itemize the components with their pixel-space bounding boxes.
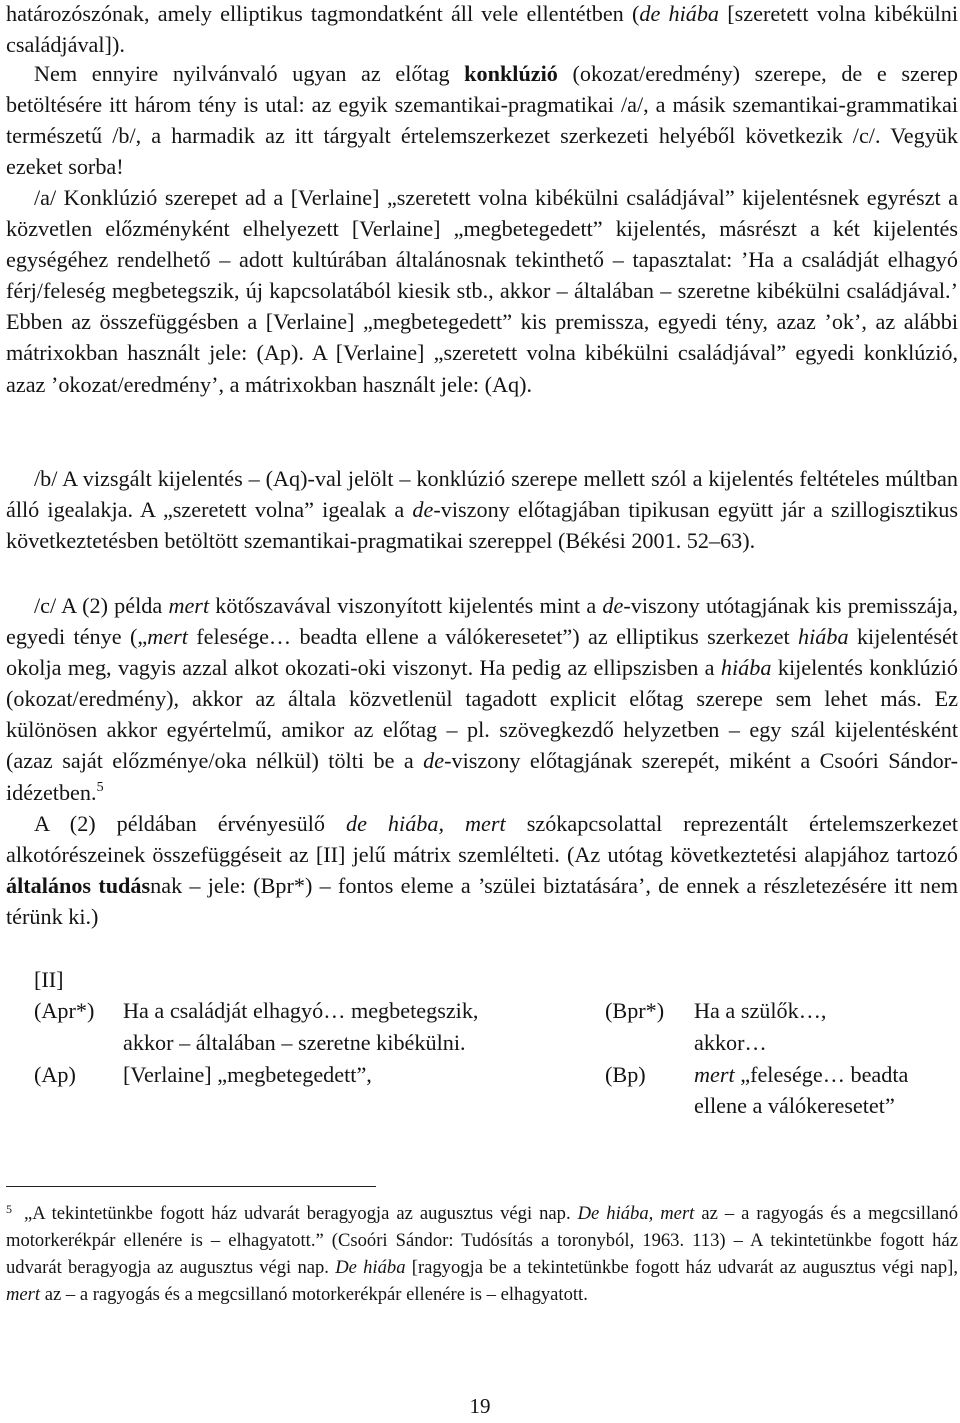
italic-run: De hiába — [335, 1257, 406, 1278]
paragraph-intro — [6, 0, 958, 60]
paragraph-matrix-intro — [6, 808, 958, 932]
matrix-label-ap: (Ap) — [34, 1062, 76, 1087]
text-run: -viszony előtagjában tipikusan együtt jár a szillogisztikus következtetésben betöltött szemantikai-pragmatikai szereppel (Békési 2001. 52–63). — [6, 497, 958, 554]
italic-run: de — [602, 593, 624, 618]
matrix-bpr-line2: akkor… — [694, 1030, 767, 1055]
footnote-separator — [6, 1186, 376, 1187]
footnote-reference[interactable]: 5 — [96, 779, 104, 795]
text-run: /b/ A vizsgált kijelentés – (Aq)-val jelölt – konklúzió szerepe mellett szól a kijelentés feltételes múltban álló igealakja. A „szeretett volna” igealak a — [6, 466, 958, 523]
matrix-label-apr: (Apr*) — [34, 998, 95, 1023]
italic-run: mert — [6, 1284, 41, 1305]
text-run: nak – jele: (Bpr*) – fontos eleme a ’szülei biztatására’, de ennek a részletezésére itt nem térünk ki.) — [6, 873, 958, 930]
italic-run: mert — [147, 624, 188, 650]
matrix-label-bp: (Bp) — [605, 1062, 646, 1087]
italic-run: de — [412, 497, 434, 523]
footnote-5 — [6, 1200, 958, 1308]
text-run: szókapcsolattal reprezentált értelemszerkezet alkotórészeinek összefüggéseit az [II] jelű mátrix szemlélteti. (Az utótag következtetési alapjához tartozó — [6, 811, 959, 868]
paragraph-c — [6, 590, 958, 808]
italic-run: hiába — [798, 624, 849, 650]
text-run: A (2) példában érvényesülő — [34, 811, 346, 836]
page-number: 19 — [469, 1394, 491, 1418]
text-run: kijelentését okolja meg, vagyis azzal alkot okozati-oki viszonyt. Ha pedig az ellipszisben a — [6, 624, 958, 681]
matrix-label-bpr: (Bpr*) — [605, 998, 665, 1023]
text-run: [ragyogja be a tekintetünkbe fogott ház udvarát az augusztus végi nap], — [405, 1257, 959, 1278]
text-run: /a/ Konklúzió szerepet ad a [Verlaine] „szeretett volna kibékülni családjával” kijelentésnek egyrészt a közvetlen előzményként elhelyezett [Verlaine] „megbetegedett” kijelentés, másrészt a két kijelentés egységéhez rendelhető – adott kultúrában általánosnak tekinthető – tapasztalat: ’Ha a családját elhagyó férj/feleség megbetegszik, új kapcsolatából kiesik stb., akkor – általában – szeretne kibékülni családjával.’ Ebben az összefüggésben a [Verlaine] „megbetegedett” kis premissza, egyedi tény, azaz ’ok’, az alábbi mátrixokban használt jele: (Ap). A [Verlaine] „szeretett volna kibékülni családjával” egyedi konklúzió, azaz ’okozat/eredmény’, a mátrixokban használt jele: (Aq). — [6, 185, 958, 397]
italic-run: De hiába, mert — [577, 1203, 695, 1224]
text-run: az – a ragyogás és a megcsillanó motorkerékpár ellenére is – elhagyatott.” (Csoóri Sándor: Tudósítás a toronyból, 1963. 113) – A tekintetünkbe fogott ház udvarát beragyogja az augusztus végi nap. — [6, 1203, 958, 1278]
paragraph-a — [6, 182, 958, 400]
matrix-apr-line1: Ha a családját elhagyó… megbetegszik, — [123, 998, 479, 1023]
text-run: [szeretett volna kibékülni családjával]). — [6, 1, 958, 58]
bold-term: konklúzió — [464, 61, 558, 86]
paragraph-b — [6, 463, 958, 556]
italic-run: mert — [168, 593, 210, 618]
text-run: (okozat/eredmény) szerepe, de e szerep betöltésére itt három tény is utal: az egyik szemantikai-pragmatikai /a/, a másik szemantikai-grammatikai természetű /b/, a harmadik az itt tárgyalt értelemszerkezet szerkezeti helyéből következik /c/. Vegyük ezeket sorba! — [6, 61, 958, 180]
text-run: -viszony előtagjának szerepét, miként a Csoóri Sándor-idézetben. — [6, 748, 959, 805]
matrix-ii — [0, 964, 960, 1124]
italic-run: de hiába, mert — [345, 811, 506, 836]
matrix-bpr-line1: Ha a szülők…, — [694, 998, 827, 1023]
text-run: az – a ragyogás és a megcsillanó motorkerékpár ellenére is – elhagyatott. — [40, 1284, 588, 1305]
italic-run: de hiába — [639, 1, 720, 26]
matrix-ap-text: [Verlaine] „megbetegedett”, — [123, 1062, 372, 1087]
italic-run: hiába — [720, 655, 772, 681]
footnote-mark: 5 — [6, 1202, 12, 1216]
text-run: kijelentés konklúzió (okozat/eredmény), akkor az általa közvetlenül tagadott explicit előtag szerepe sem lehet más. Ez különösen akkor egyértelmű, amikor az előtag – pl. szövegkezdő helyzetben – egy szál kijelentésként (azaz saját előzménye/oka nélkül) tölti be a — [6, 655, 959, 774]
text-run: „A tekintetünkbe fogott ház udvarát beragyogja az augusztus végi nap. — [24, 1203, 578, 1224]
bold-term: általános tudás — [6, 873, 151, 899]
matrix-apr-line2: akkor – általában – szeretne kibékülni. — [123, 1030, 466, 1055]
text-run: kötőszavával viszonyított kijelentés mint a — [209, 593, 603, 618]
italic-run: mert — [694, 1062, 735, 1087]
matrix-title: [II] — [34, 967, 64, 992]
text-run: Nem ennyire nyilvánvaló ugyan az előtag — [34, 61, 465, 86]
text-run: -viszony utótagjának kis premisszája, egyedi ténye („ — [6, 593, 958, 650]
italic-run: de — [423, 748, 445, 774]
matrix-bp-line2: ellene a válókeresetet” — [694, 1093, 895, 1118]
text-run: felesége… beadta ellene a válókeresetet”) az elliptikus szerkezet — [187, 624, 799, 650]
text-run: /c/ A (2) példa — [34, 593, 169, 618]
matrix-bp-line1 — [694, 1059, 908, 1090]
text-run: „felesége… beadta — [734, 1062, 909, 1087]
text-run: határozószónak, amely elliptikus tagmondatként áll vele ellentétben ( — [6, 1, 640, 26]
paragraph-conclusion — [6, 58, 958, 182]
